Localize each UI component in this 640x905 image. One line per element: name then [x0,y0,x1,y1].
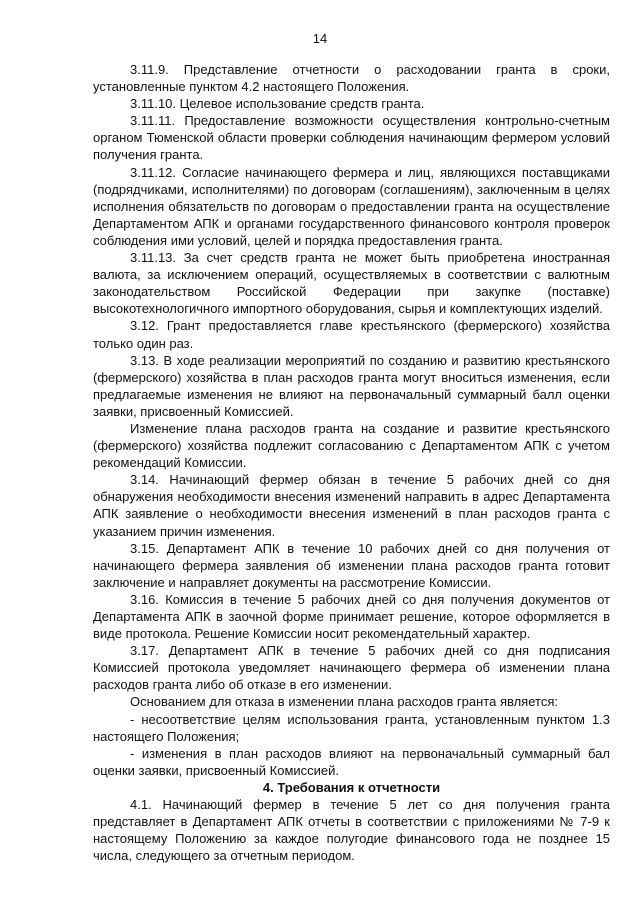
document-body [93,61,610,864]
paragraph-3-12: 3.12. Грант предоставляется главе крестьянского (фермерского) хозяйства только один раз. [93,318,610,351]
section-heading: 4. Требования к отчетности [262,779,441,795]
paragraph-3-11-12: 3.11.12. Согласие начинающего фермера и лиц, являющихся поставщиками (подрядчиками, исполнителями) по договорам (соглашениям), заключенным в целях исполнения обязательств по договорам о предоставлении гранта на осуществление Департаментом АПК и органами государственного финансового контроля проверок соблюдения ими условий, целей и порядка предоставления гранта. [93,164,610,248]
paragraph-3-13: 3.13. В ходе реализации мероприятий по созданию и развитию крестьянского (фермерского) хозяйства в план расходов гранта могут вноситься изменения, если предлагаемые изменения не влияют на первоначальный суммарный балл оценки заявки, присвоенный Комиссией. [93,352,610,419]
paragraph-3-14: 3.14. Начинающий фермер обязан в течение 5 рабочих дней со дня обнаружения необходимости внесения изменений направить в адрес Департамента АПК заявление о необходимости внесения изменений в план расходов гранта с указанием причин изменения. [93,472,610,539]
paragraph-3-11-11: 3.11.11. Предоставление возможности осуществления контрольно-счетным органом Тюменской области проверки соблюдения начинающим фермером условий получения гранта. [93,113,610,163]
paragraph-3-11-13: 3.11.13. За счет средств гранта не может быть приобретена иностранная валюта, за исключением операций, осуществляемых в соответствии с валютным законодательством Российской Федерации при закупке (поставке) высокотехнологичного импортного оборудования, сырья и комплектующих изделий. [93,250,610,317]
page-number: 14 [312,31,328,46]
paragraph-4-1: 4.1. Начинающий фермер в течение 5 лет со дня получения гранта представляет в Департамент АПК отчеты в соответствии с приложениями № 7-9 к настоящему Положению за каждое полугодие финансового года не позднее 15 числа, следующего за отчетным периодом. [93,797,610,864]
paragraph-refusal-grounds: Основанием для отказа в изменении плана расходов гранта является: [130,694,558,710]
paragraph-3-11-10: 3.11.10. Целевое использование средств гранта. [130,96,425,112]
paragraph-3-16: 3.16. Комиссия в течение 5 рабочих дней со дня получения документов от Департамента АПК в заочной форме принимает решение, которое оформляется в виде протокола. Решение Комиссии носит рекомендательный характер. [93,591,610,642]
paragraph-3-15: 3.15. Департамент АПК в течение 10 рабочих дней со дня получения от начинающего фермера заявления об изменении плана расходов гранта готовит заключение и направляет документы на рассмотрение Комиссии. [93,540,610,590]
list-item-refusal-1: - несоответствие целям использования гранта, установленным пунктом 1.3 настоящего Положения; [93,711,610,744]
paragraph-3-11-9: 3.11.9. Представление отчетности о расходовании гранта в сроки, установленные пунктом 4.2 настоящего Положения. [93,62,610,95]
paragraph-plan-change: Изменение плана расходов гранта на создание и развитие крестьянского (фермерского) хозяйства подлежит согласованию с Департаментом АПК с учетом рекомендаций Комиссии. [93,420,610,471]
paragraph-3-17: 3.17. Департамент АПК в течение 5 рабочих дней со дня подписания Комиссией протокола уведомляет начинающего фермера об изменении плана расходов гранта либо об отказе в его изменении. [93,643,610,693]
list-item-refusal-2: - изменения в план расходов влияют на первоначальный суммарный бал оценки заявки, присвоенный Комиссией. [93,745,610,778]
